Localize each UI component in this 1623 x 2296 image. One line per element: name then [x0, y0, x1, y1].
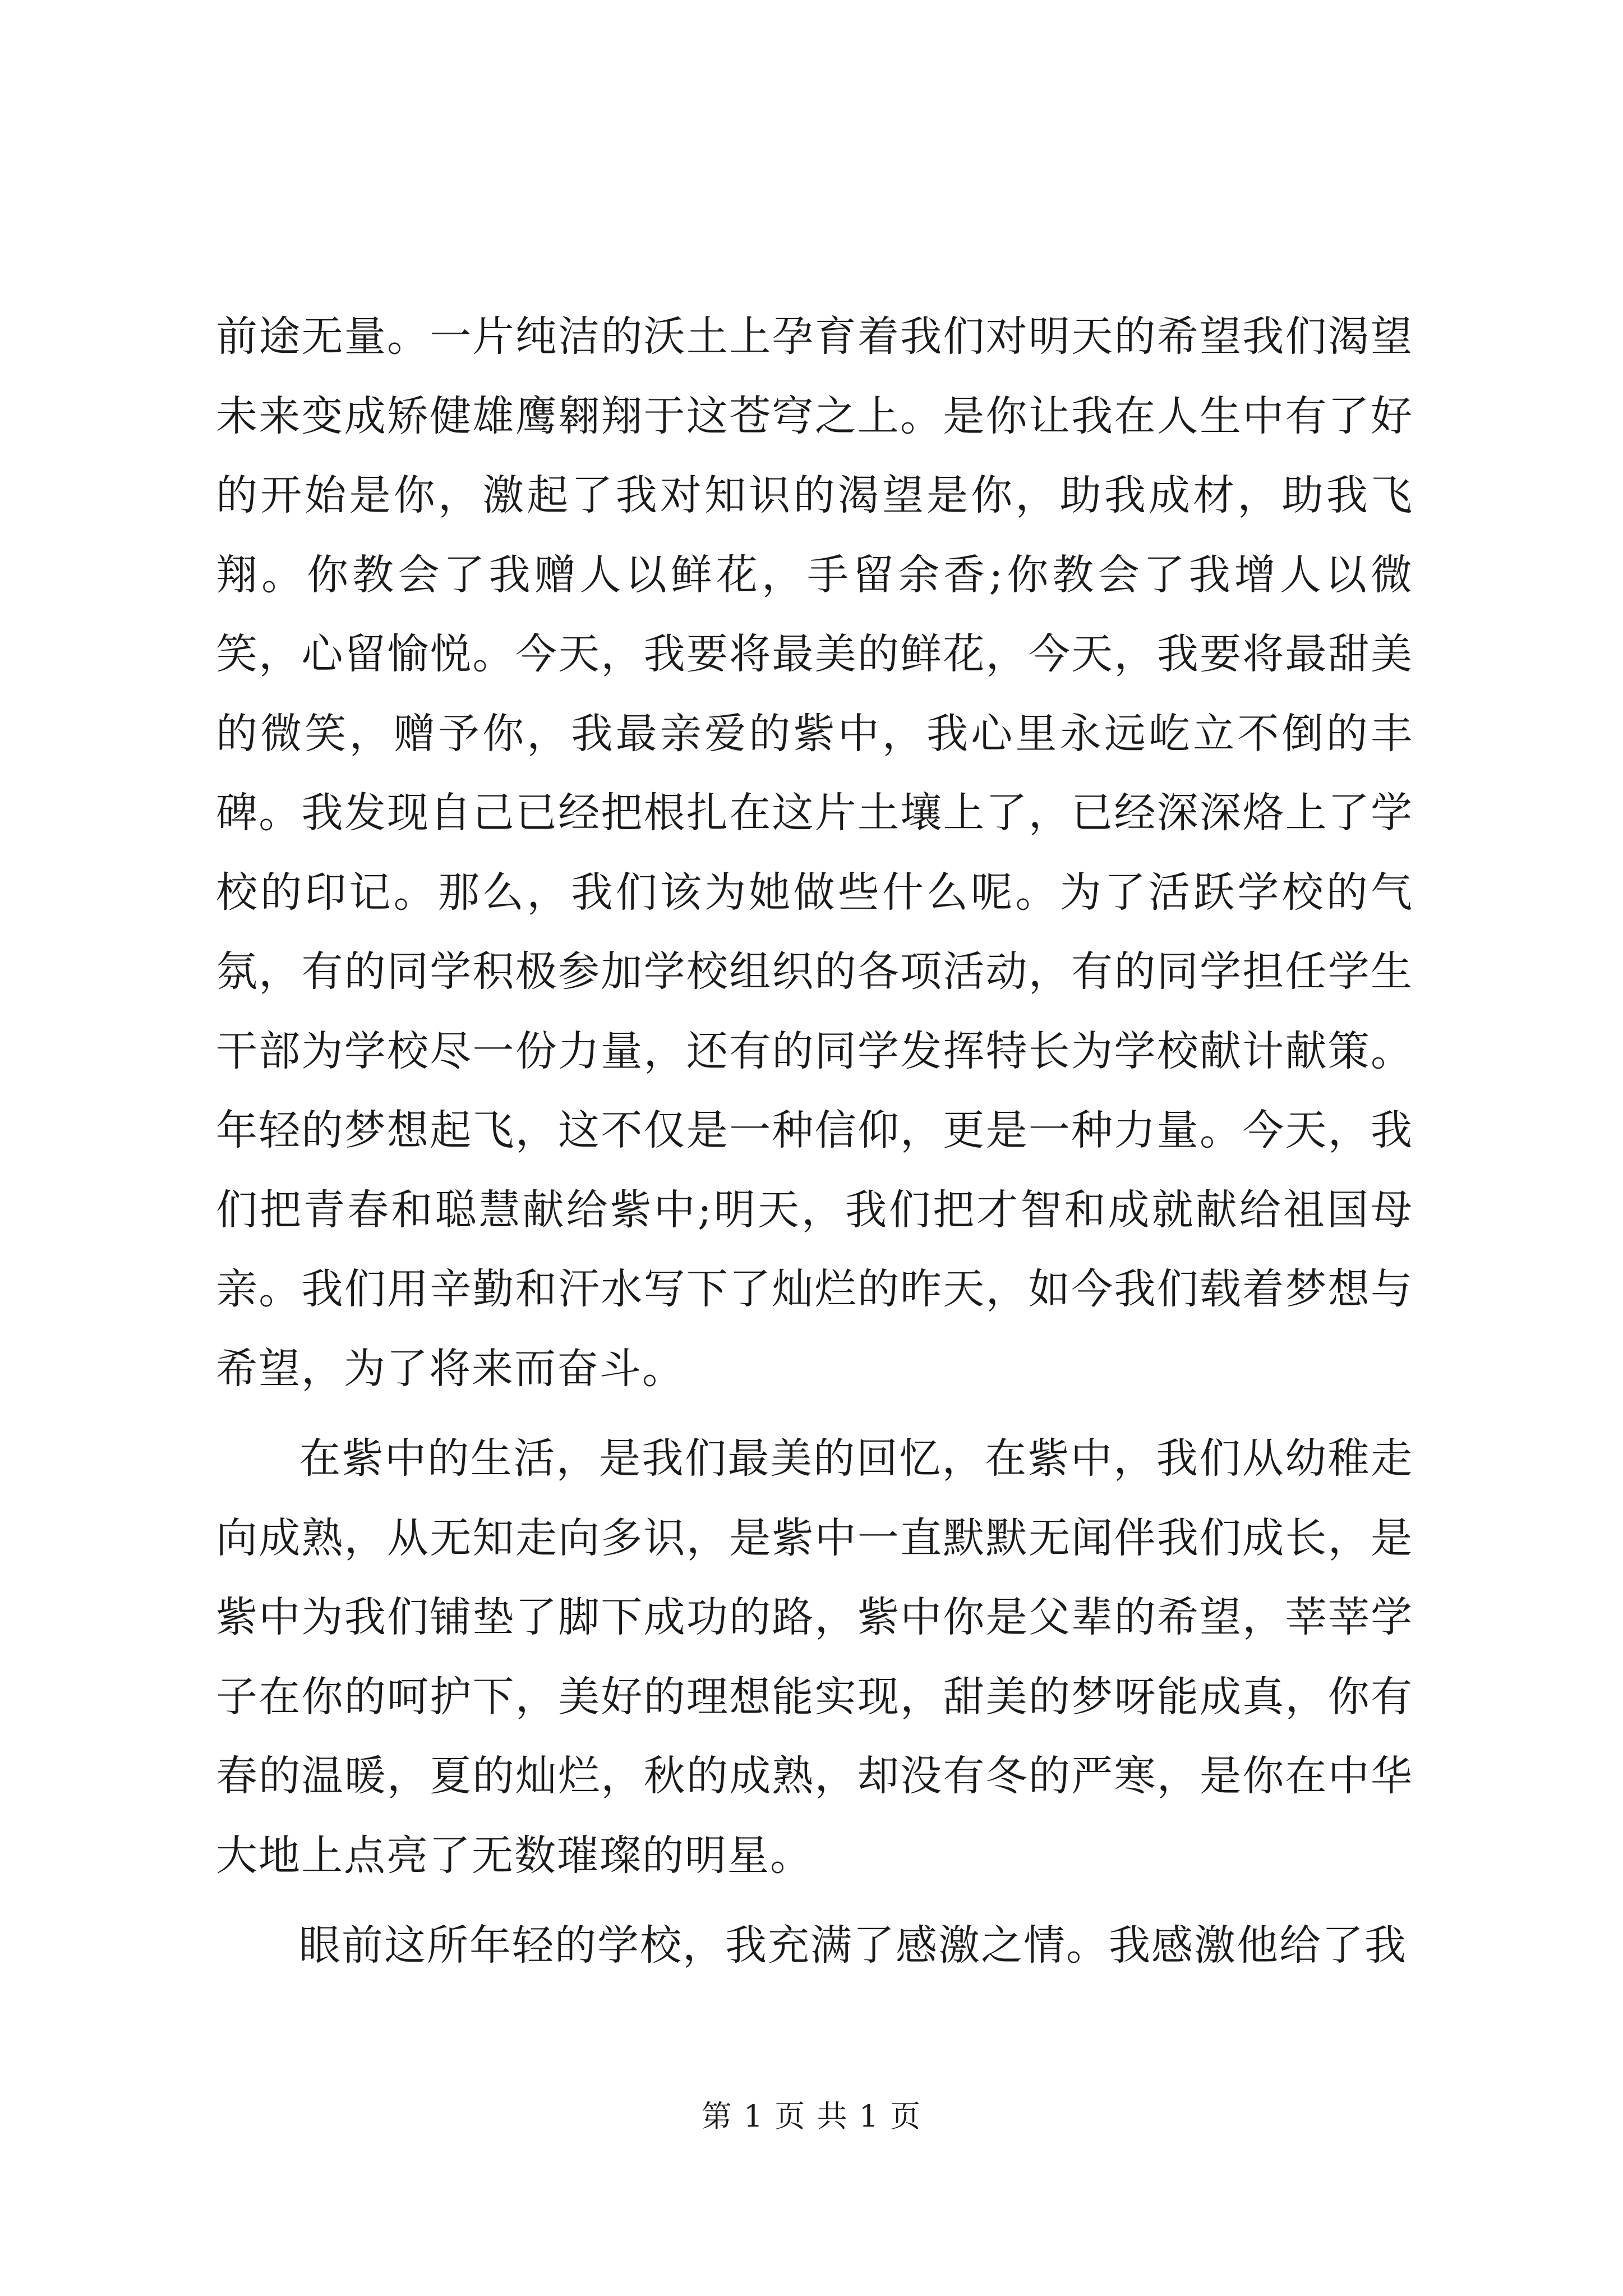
paragraph-2: 在紫中的生活，是我们最美的回忆，在紫中，我们从幼稚走向成熟，从无知走向多识，是紫中一直默默无闻伴我们成长，是紫中为我们铺垫了脚下成功的路，紫中你是父辈的希望，莘莘学子在你的呵护下，美好的理想能实现，甜美的梦呀能成真，你有春的温暖，夏的灿烂，秋的成熟，却没有冬的严寒，是你在中华大地上点亮了无数璀璨的明星。 — [216, 1434, 1413, 1880]
document-body — [216, 297, 1413, 1986]
page-footer: 第 1 页 共 1 页 — [701, 2099, 922, 2134]
paragraph-3: 眼前这所年轻的学校，我充满了感激之情。我感激他给了我 — [299, 1921, 1407, 1970]
paragraph-1: 前途无量。一片纯洁的沃土上孕育着我们对明天的希望我们渴望未来变成矫健雄鹰翱翔于这苍穹之上。是你让我在人生中有了好的开始是你，激起了我对知识的渴望是你，助我成材，助我飞翔。你教会了我赠人以鲜花，手留余香;你教会了我增人以微笑，心留愉悦。今天，我要将最美的鲜花，今天，我要将最甜美的微笑，赠予你，我最亲爱的紫中，我心里永远屹立不倒的丰碑。我发现自己已经把根扎在这片土壤上了，已经深深烙上了学校的印记。那么，我们该为她做些什么呢。为了活跃学校的气氛，有的同学积极参加学校组织的各项活动，有的同学担任学生干部为学校尽一份力量，还有的同学发挥特长为学校献计献策。年轻的梦想起飞，这不仅是一种信仰，更是一种力量。今天，我们把青春和聪慧献给紫中;明天，我们把才智和成就献给祖国母亲。我们用辛勤和汗水写下了灿烂的昨天，如今我们载着梦想与希望，为了将来而奋斗。 — [216, 312, 1413, 1393]
